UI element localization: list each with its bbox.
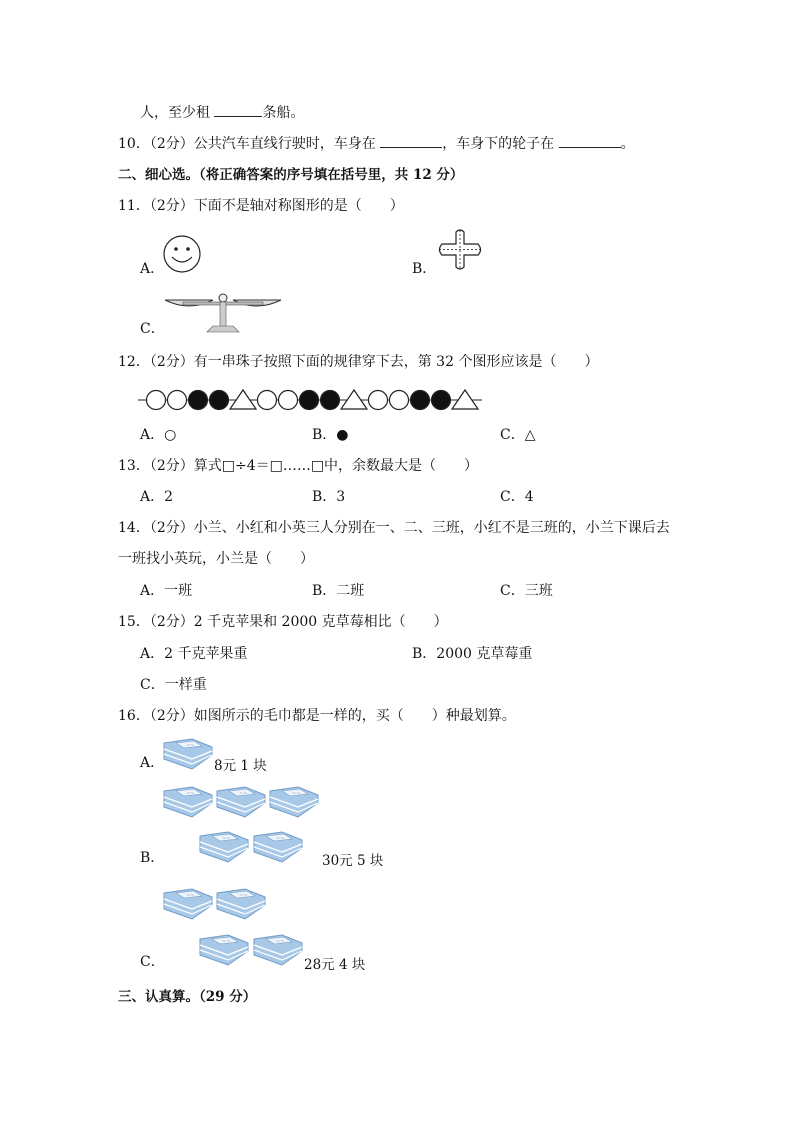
- towel-icon: [198, 933, 250, 967]
- towel-image: [162, 737, 214, 771]
- q16-option-c[interactable]: C．: [140, 954, 165, 970]
- towel-icon: [252, 933, 304, 967]
- question-15: 15．（2分）2 千克苹果和 2000 克草莓相比（ ）: [118, 614, 448, 630]
- svg-text:~~: ~~: [222, 939, 231, 945]
- svg-text:~~: ~~: [292, 791, 301, 797]
- bead-dot: [321, 391, 340, 410]
- question-10: 10．（2分）公共汽车直线行驶时，车身在 ，车身下的轮子在 。: [118, 136, 635, 152]
- q14-option-a[interactable]: A．一班: [140, 583, 193, 599]
- towel-icon: [268, 785, 320, 819]
- towel-icon: [252, 830, 304, 864]
- bead-pattern: [138, 388, 483, 412]
- bead-circle: [147, 391, 166, 410]
- towel-icon: [215, 887, 267, 921]
- towel-image: [252, 933, 304, 967]
- svg-text:~~: ~~: [239, 791, 248, 797]
- svg-text:~~: ~~: [276, 836, 285, 842]
- q14-option-c[interactable]: C．三班: [500, 583, 553, 599]
- q9-answer-blank[interactable]: [214, 104, 262, 117]
- q14-option-b[interactable]: B．二班: [312, 583, 365, 599]
- bead-circle: [390, 391, 409, 410]
- q15-option-c[interactable]: C．一样重: [140, 677, 207, 693]
- svg-text:~~: ~~: [239, 893, 248, 899]
- svg-text:~~: ~~: [276, 939, 285, 945]
- question-13: 13．（2分）算式□÷4＝□……□中，余数最大是（ ）: [118, 458, 479, 474]
- question-16: 16．（2分）如图所示的毛巾都是一样的，买（ ）种最划算。: [118, 708, 516, 724]
- svg-text:~~: ~~: [222, 836, 231, 842]
- question-14-line-2: 一班找小英玩，小兰是（ ）: [118, 551, 314, 567]
- q13-option-a[interactable]: A．2: [140, 489, 174, 505]
- towel-image: [252, 830, 304, 864]
- towel-icon: [162, 785, 214, 819]
- svg-text:~~: ~~: [186, 743, 195, 749]
- bead-dot: [210, 391, 229, 410]
- q12-option-c[interactable]: C．△: [500, 427, 536, 443]
- towel-image: [162, 887, 214, 921]
- q11-option-c[interactable]: C．: [140, 321, 165, 337]
- q13-option-b[interactable]: B．3: [312, 489, 346, 505]
- towel-icon: [215, 785, 267, 819]
- balance-scale-icon: [163, 292, 283, 336]
- q16-price-b: 30元 5 块: [322, 853, 384, 869]
- q11-option-a[interactable]: A．: [140, 261, 165, 277]
- bead-dot: [189, 391, 208, 410]
- q15-option-b[interactable]: B．2000 克草莓重: [412, 646, 533, 662]
- q12-option-b[interactable]: B．●: [312, 427, 349, 443]
- bead-circle: [168, 391, 187, 410]
- section-2-title: 二、细心选。（将正确答案的序号填在括号里，共 12 分）: [118, 167, 464, 183]
- q15-option-a[interactable]: A．2 千克苹果重: [140, 646, 248, 662]
- q16-price-c: 28元 4 块: [304, 957, 366, 973]
- question-11: 11．（2分）下面不是轴对称图形的是（ ）: [118, 198, 404, 214]
- towel-image: [162, 785, 214, 819]
- q11-option-b[interactable]: B．: [412, 261, 437, 277]
- q16-price-a: 8元 1 块: [214, 758, 267, 774]
- bead-dot: [411, 391, 430, 410]
- smiley-face-icon: [162, 234, 202, 274]
- bead-dot: [432, 391, 451, 410]
- cross-shape-icon: [436, 228, 484, 272]
- towel-icon: [162, 737, 214, 771]
- towel-image: [268, 785, 320, 819]
- towel-image: [198, 830, 250, 864]
- bead-dot: [300, 391, 319, 410]
- question-14: 14．（2分）小兰、小红和小英三人分别在一、二、三班，小红不是三班的，小兰下课后去: [118, 520, 670, 536]
- bead-circle: [258, 391, 277, 410]
- towel-image: [198, 933, 250, 967]
- svg-text:~~: ~~: [186, 791, 195, 797]
- q10-blank-2[interactable]: [559, 135, 621, 148]
- q9-continuation: 人，至少租 条船。: [140, 105, 305, 121]
- question-12: 12．（2分）有一串珠子按照下面的规律穿下去，第 32 个图形应该是（ ）: [118, 354, 599, 370]
- q10-blank-1[interactable]: [380, 135, 442, 148]
- q12-option-a[interactable]: A．○: [140, 427, 177, 443]
- towel-image: [215, 887, 267, 921]
- towel-icon: [198, 830, 250, 864]
- bead-circle: [369, 391, 388, 410]
- bead-circle: [279, 391, 298, 410]
- q13-option-c[interactable]: C．4: [500, 489, 534, 505]
- svg-text:~~: ~~: [186, 893, 195, 899]
- q16-option-b[interactable]: B．: [140, 850, 165, 866]
- towel-image: [215, 785, 267, 819]
- towel-icon: [162, 887, 214, 921]
- section-3-title: 三、认真算。（29 分）: [118, 989, 257, 1005]
- q16-option-a[interactable]: A．: [140, 755, 165, 771]
